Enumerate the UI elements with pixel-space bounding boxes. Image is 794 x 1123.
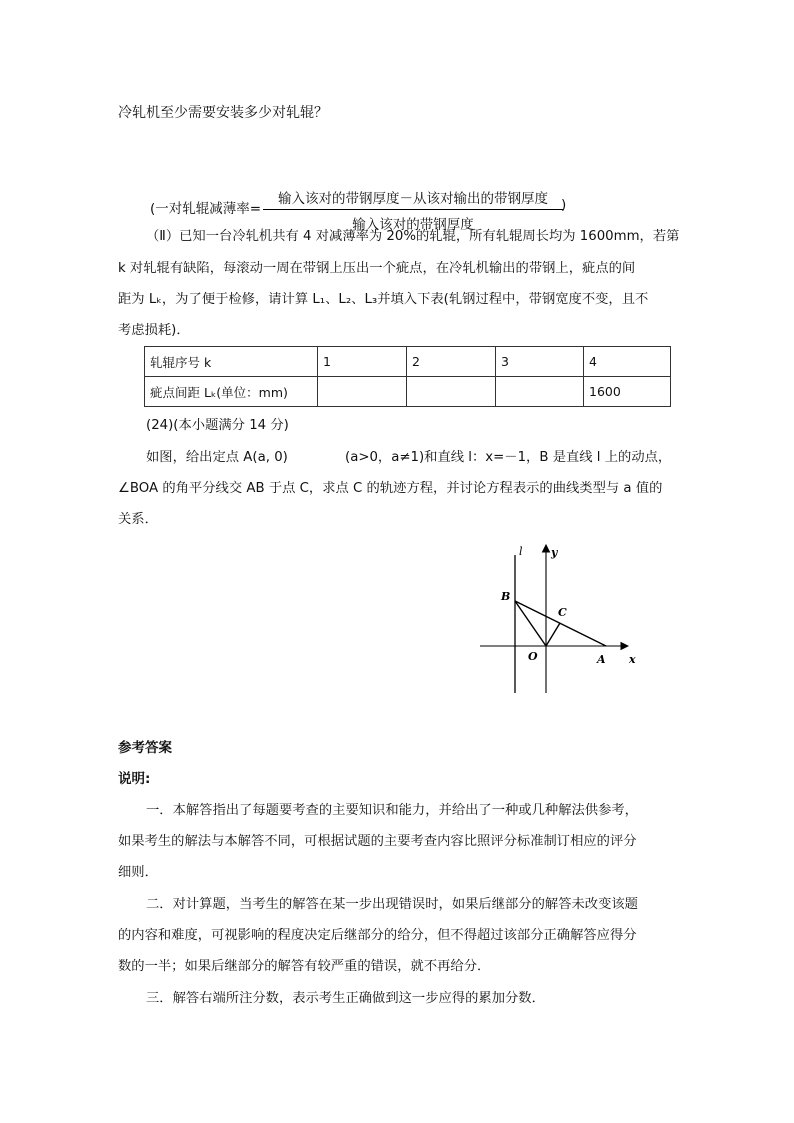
table-cell-l2	[407, 377, 496, 407]
answer-item2-line3: 数的一半；如果后继部分的解答有较严重的错误，就不再给分．	[118, 959, 491, 974]
part2-line3: 距为 Lₖ，为了便于检修，请计算 L₁、L₂、L₃并填入下表(轧钢过程中，带钢宽度不变，且不	[118, 292, 649, 307]
label-l: l	[519, 545, 523, 558]
table-cell-l4: 1600	[584, 377, 671, 407]
table-cell-l3	[496, 377, 584, 407]
label-a: A	[597, 653, 606, 666]
q24-header: (24)(本小题满分 14 分)	[146, 418, 289, 433]
answers-title: 参考答案	[118, 740, 172, 756]
label-c: C	[558, 606, 567, 619]
label-o: O	[528, 650, 538, 663]
formula-numerator: 输入该对的带钢厚度－从该对输出的带钢厚度	[263, 187, 563, 210]
formula-rhs: )	[561, 197, 567, 213]
answer-item2-line2: 的内容和难度，可视影响的程度决定后继部分的给分，但不得超过该部分正确解答应得分	[118, 928, 637, 943]
table-row	[145, 347, 671, 377]
answer-item1-line3: 细则．	[118, 865, 158, 880]
table-cell-k4: 4	[584, 347, 671, 377]
table-cell-l1	[318, 377, 407, 407]
table-cell-k3: 3	[496, 347, 584, 377]
answer-item3: 三．解答右端所注分数，表示考生正确做到这一步应得的累加分数．	[146, 991, 545, 1006]
label-x: x	[629, 653, 636, 666]
q24-line1b: (a>0，a≠1)和直线 l：x=－1，B 是直线 l 上的动点，	[345, 450, 672, 465]
segment-oc	[546, 623, 560, 646]
answer-item2-line1: 二．对计算题，当考生的解答在某一步出现错误时，如果后继部分的解答未改变该题	[146, 897, 638, 912]
question-tail: 冷轧机至少需要安装多少对轧辊？	[118, 105, 328, 121]
part2-line2: k 对轧辊有缺陷，每滚动一周在带钢上压出一个疵点，在冷轧机输出的带钢上，疵点的间	[118, 261, 636, 276]
answers-note-title: 说明:	[118, 771, 151, 787]
part2-line1: （Ⅱ）已知一台冷轧机共有 4 对减薄率为 20%的轧辊，所有轧辊周长均为 1600mm，若第	[146, 229, 680, 244]
label-y: y	[551, 546, 558, 559]
formula-lhs: (一对轧辊减薄率=	[150, 201, 262, 217]
part2-line4: 考虑损耗)．	[118, 323, 190, 338]
table-header-distance: 疵点间距 Lₖ(单位：mm)	[145, 377, 318, 407]
table-row	[145, 377, 671, 407]
table-cell-k1: 1	[318, 347, 407, 377]
answer-item1-line2: 如果考生的解法与本解答不同，可根据试题的主要考查内容比照评分标准制订相应的评分	[118, 834, 637, 849]
q24-line2: ∠BOA 的角平分线交 AB 于点 C，求点 C 的轨迹方程，并讨论方程表示的曲线类型与 a 值的	[118, 481, 663, 496]
table-header-k: 轧辊序号 k	[145, 347, 318, 377]
defect-table	[144, 346, 671, 407]
formula-denominator: 输入该对的带钢厚度	[352, 217, 474, 233]
label-b: B	[501, 590, 511, 603]
segment-bo	[515, 601, 546, 646]
q24-line3: 关系．	[118, 512, 158, 527]
q24-line1a: 如图，给出定点 A(a, 0)	[146, 450, 288, 465]
geometry-figure	[470, 535, 650, 700]
answer-item1-line1: 一．本解答指出了每题要考查的主要知识和能力，并给出了一种或几种解法供参考，	[146, 803, 638, 818]
table-cell-k2: 2	[407, 347, 496, 377]
